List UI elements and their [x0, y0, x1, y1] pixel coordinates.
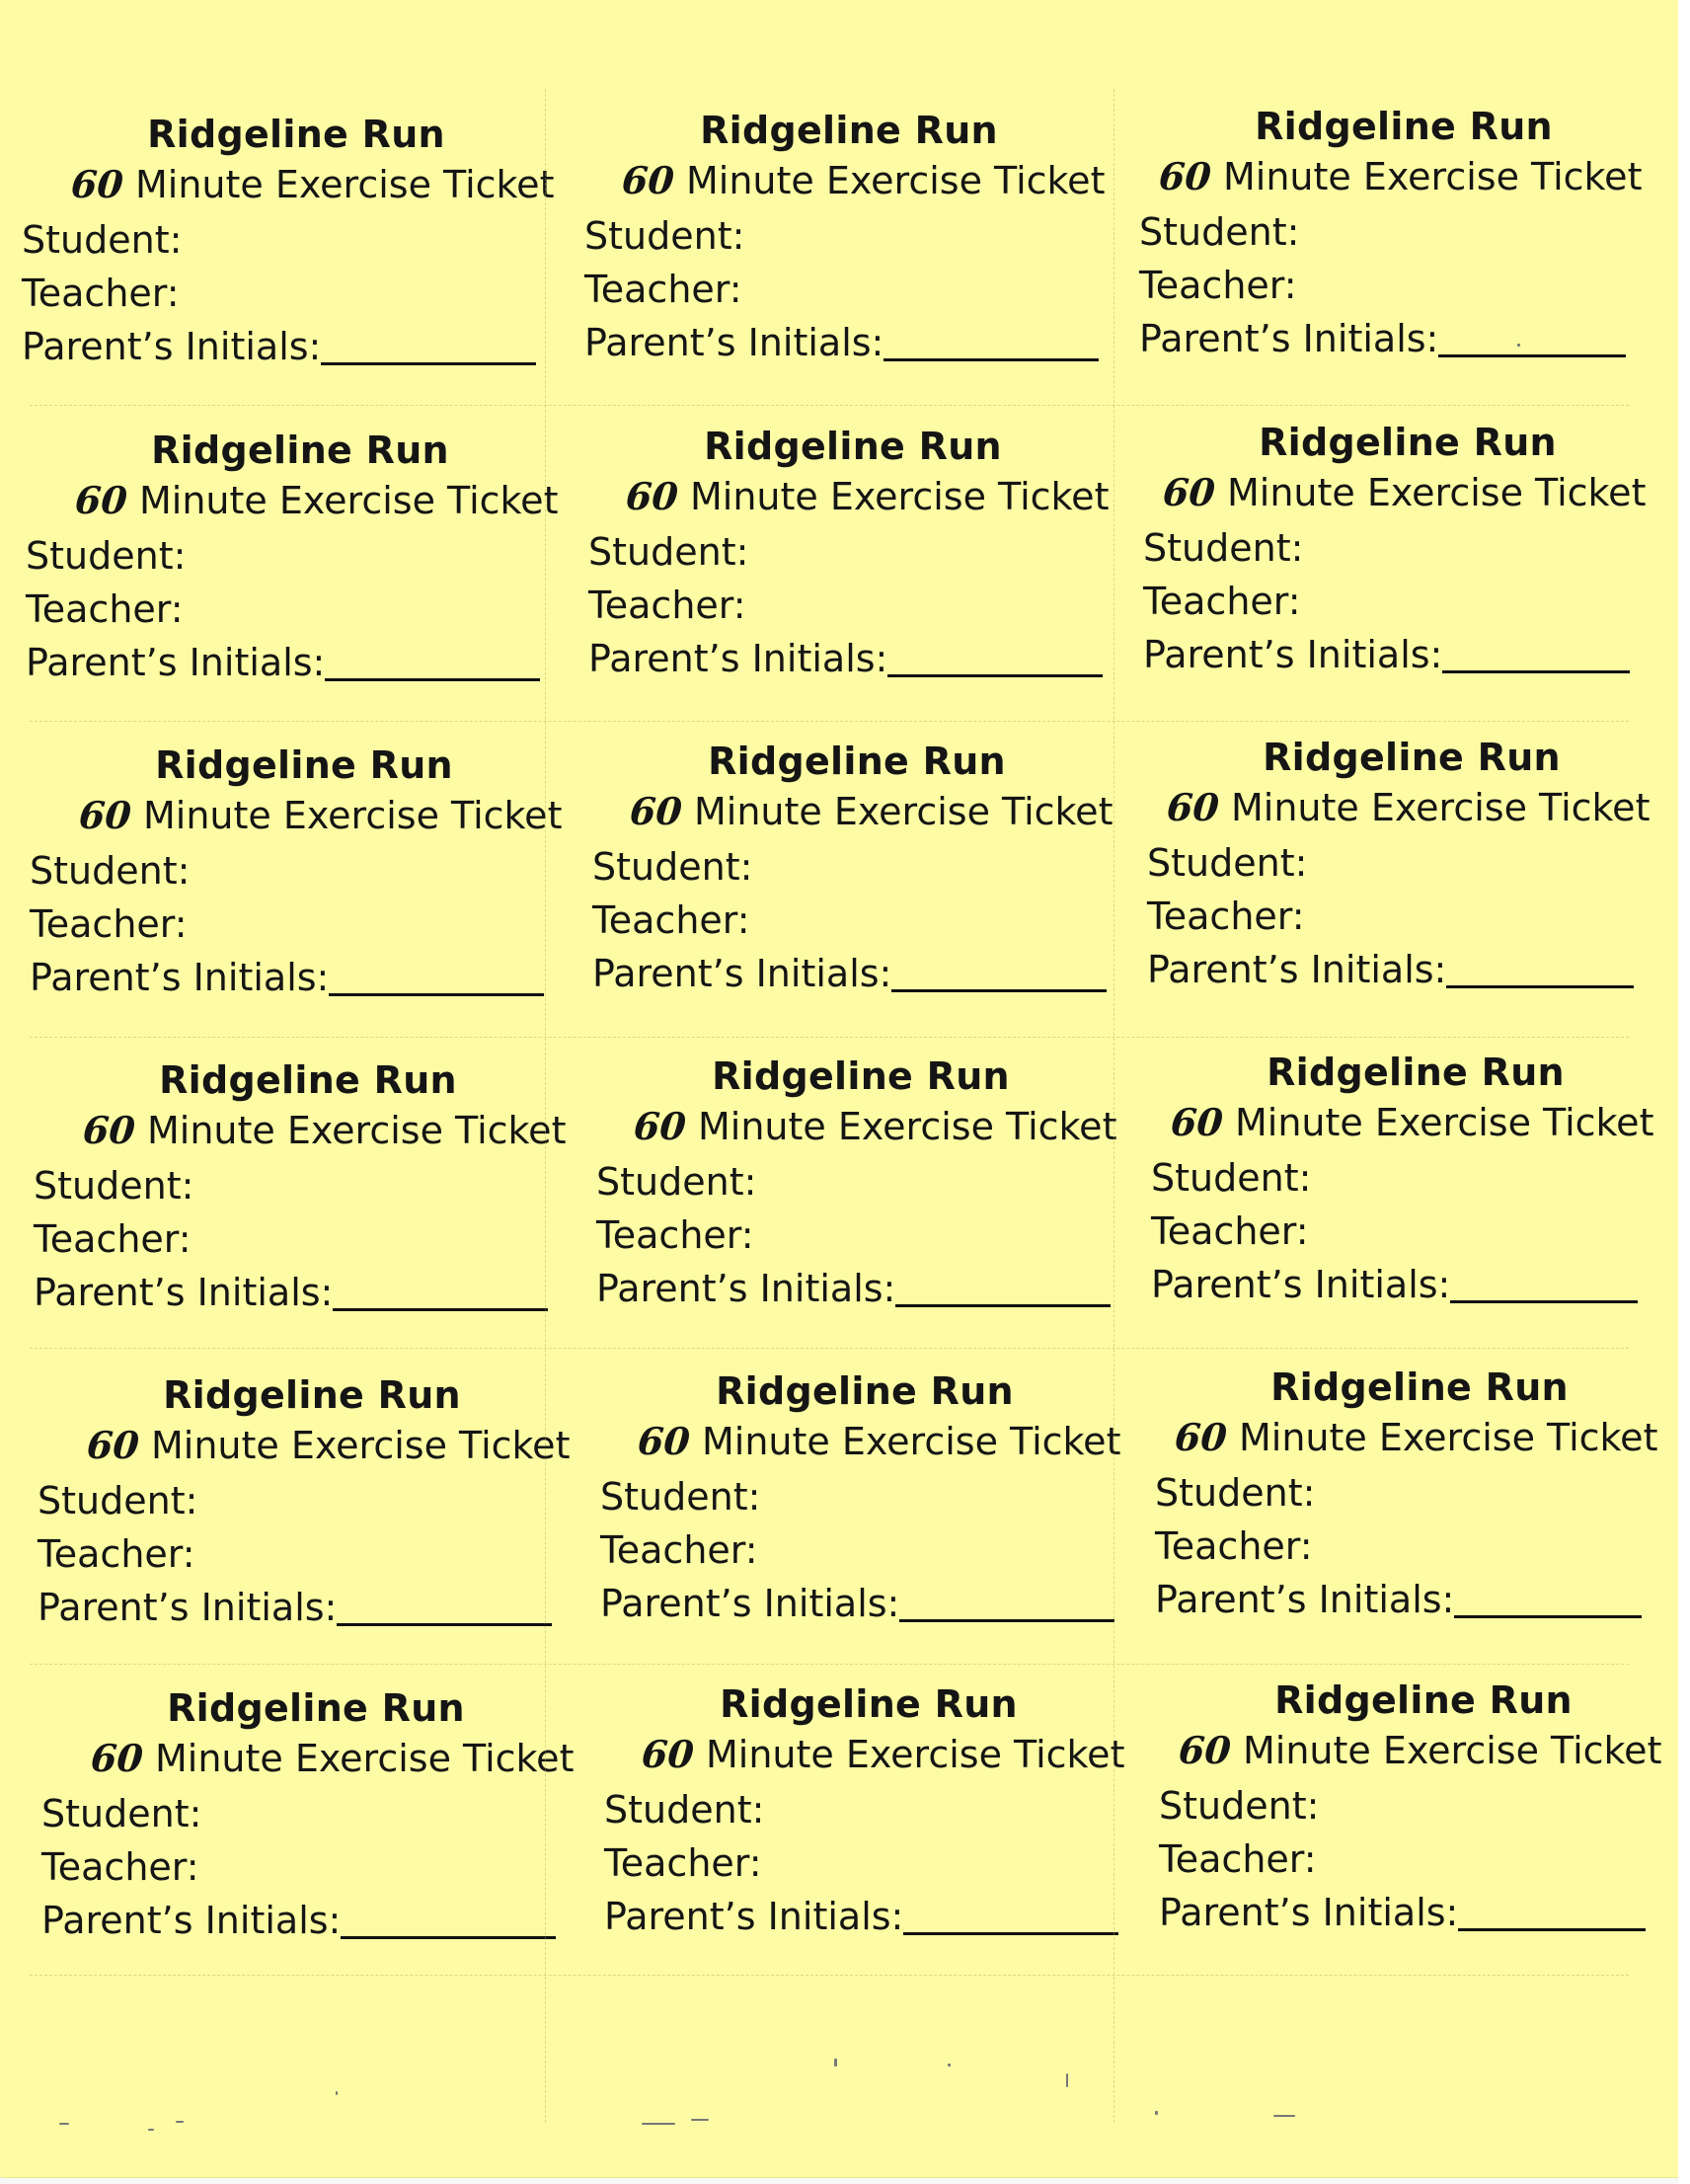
subtitle-text: Minute Exercise Ticket: [122, 163, 555, 206]
ticket-title: Ridgeline Run: [1270, 1365, 1569, 1409]
initials-blank-line[interactable]: [1450, 1300, 1638, 1303]
subtitle-text: Minute Exercise Ticket: [1218, 786, 1651, 829]
student-label: Student:: [41, 1792, 202, 1835]
scan-speck: [691, 2119, 709, 2121]
parent-initials-row: [596, 1267, 1111, 1310]
perforation-line: [30, 1975, 1629, 1976]
parent-initials-row: [588, 637, 1103, 680]
scan-speck: [834, 2059, 837, 2067]
parent-initials-label: Parent’s Initials:: [588, 637, 888, 680]
initials-blank-line[interactable]: [333, 1308, 548, 1311]
exercise-ticket: [602, 1680, 1135, 1977]
ticket-subtitle: [1165, 785, 1651, 829]
student-label: Student:: [26, 534, 187, 578]
ticket-title: Ridgeline Run: [716, 1369, 1014, 1413]
ticket-title: Ridgeline Run: [1255, 105, 1553, 148]
ticket-subtitle: [81, 1108, 567, 1152]
initials-blank-line[interactable]: [325, 678, 540, 681]
subtitle-text: Minute Exercise Ticket: [673, 159, 1106, 202]
student-label: Student:: [584, 214, 745, 258]
exercise-ticket: [30, 741, 571, 1038]
ticket-subtitle: [89, 1736, 575, 1780]
student-label: Student:: [38, 1479, 198, 1522]
exercise-ticket: [1149, 1049, 1682, 1345]
ticket-subtitle: [69, 162, 555, 206]
parent-initials-label: Parent’s Initials:: [1155, 1578, 1455, 1621]
initials-blank-line[interactable]: [1446, 985, 1634, 988]
exercise-ticket: [41, 1684, 582, 1981]
ticket-subtitle: [73, 478, 559, 522]
teacher-label: Teacher:: [1143, 580, 1301, 623]
initials-blank-line[interactable]: [903, 1932, 1118, 1935]
parent-initials-row: [1143, 633, 1630, 676]
parent-initials-row: [1151, 1263, 1638, 1306]
parent-initials-label: Parent’s Initials:: [41, 1899, 342, 1942]
parent-initials-row: [1159, 1891, 1646, 1934]
teacher-label: Teacher:: [596, 1213, 754, 1257]
parent-initials-label: Parent’s Initials:: [38, 1586, 338, 1629]
initials-blank-line[interactable]: [883, 358, 1099, 361]
handwritten-number: 60: [640, 1732, 696, 1776]
exercise-ticket: [34, 1056, 575, 1353]
parent-initials-row: [584, 321, 1099, 364]
student-label: Student:: [30, 849, 191, 893]
initials-blank-line[interactable]: [891, 989, 1107, 992]
parent-initials-label: Parent’s Initials:: [26, 641, 326, 684]
parent-initials-label: Parent’s Initials:: [34, 1271, 334, 1314]
handwritten-number: 60: [620, 158, 676, 202]
exercise-ticket: [1153, 1364, 1686, 1660]
teacher-label: Teacher:: [22, 272, 180, 315]
parent-initials-label: Parent’s Initials:: [1159, 1891, 1459, 1934]
ticket-subtitle: [85, 1423, 571, 1467]
perforation-line: [30, 721, 1629, 722]
ticket-subtitle: [1157, 154, 1643, 198]
parent-initials-row: [41, 1899, 556, 1942]
subtitle-text: Minute Exercise Ticket: [1226, 1416, 1658, 1459]
teacher-label: Teacher:: [1159, 1837, 1317, 1881]
scan-speck: [1066, 2073, 1068, 2087]
parent-initials-row: [600, 1582, 1114, 1625]
subtitle-text: Minute Exercise Ticket: [1222, 1101, 1654, 1144]
subtitle-text: Minute Exercise Ticket: [1210, 155, 1643, 198]
perforation-line: [30, 405, 1629, 406]
scan-speck: [148, 2129, 154, 2131]
subtitle-text: Minute Exercise Ticket: [681, 790, 1114, 833]
ticket-title: Ridgeline Run: [704, 425, 1002, 468]
parent-initials-row: [26, 641, 540, 684]
student-label: Student:: [596, 1160, 757, 1204]
ticket-subtitle: [77, 793, 563, 837]
student-label: Student:: [22, 218, 183, 262]
parent-initials-label: Parent’s Initials:: [604, 1895, 904, 1938]
ticket-title: Ridgeline Run: [151, 429, 449, 472]
exercise-ticket: [38, 1371, 578, 1668]
scan-speck: [336, 2091, 338, 2095]
perforation-line: [30, 1348, 1629, 1349]
ticket-subtitle: [636, 1419, 1121, 1463]
scan-speck: [642, 2123, 675, 2125]
parent-initials-label: Parent’s Initials:: [1143, 633, 1443, 676]
teacher-label: Teacher:: [584, 268, 742, 311]
scan-speck: [1273, 2115, 1295, 2117]
perforation-line: [30, 1037, 1629, 1038]
parent-initials-label: Parent’s Initials:: [1147, 948, 1447, 991]
student-label: Student:: [592, 845, 753, 889]
teacher-label: Teacher:: [1151, 1209, 1309, 1253]
student-label: Student:: [34, 1164, 194, 1208]
student-label: Student:: [604, 1788, 765, 1832]
handwritten-number: 60: [1161, 470, 1217, 514]
ticket-title: Ridgeline Run: [163, 1373, 461, 1417]
handwritten-number: 60: [636, 1419, 692, 1463]
student-label: Student:: [588, 530, 749, 574]
subtitle-text: Minute Exercise Ticket: [138, 1424, 571, 1467]
parent-initials-label: Parent’s Initials:: [600, 1582, 900, 1625]
initials-blank-line[interactable]: [1454, 1615, 1642, 1618]
parent-initials-row: [1139, 317, 1626, 360]
scan-speck: [176, 2121, 184, 2123]
ticket-title: Ridgeline Run: [147, 113, 445, 156]
handwritten-number: 60: [85, 1423, 141, 1467]
handwritten-number: 60: [73, 478, 129, 522]
parent-initials-label: Parent’s Initials:: [592, 952, 892, 995]
handwritten-number: 60: [81, 1108, 137, 1152]
parent-initials-label: Parent’s Initials:: [1139, 317, 1439, 360]
exercise-ticket: [582, 107, 1115, 403]
parent-initials-row: [1147, 948, 1634, 991]
ticket-title: Ridgeline Run: [1259, 421, 1557, 464]
parent-initials-row: [592, 952, 1107, 995]
teacher-label: Teacher:: [34, 1217, 192, 1261]
parent-initials-row: [1155, 1578, 1642, 1621]
teacher-label: Teacher:: [26, 587, 184, 631]
teacher-label: Teacher:: [1155, 1524, 1313, 1568]
ticket-title: Ridgeline Run: [700, 109, 998, 152]
student-label: Student:: [1143, 526, 1304, 570]
subtitle-text: Minute Exercise Ticket: [685, 1105, 1117, 1148]
ticket-title: Ridgeline Run: [712, 1054, 1010, 1098]
ticket-subtitle: [624, 474, 1110, 518]
exercise-ticket: [594, 1053, 1127, 1349]
handwritten-number: 60: [1169, 1100, 1225, 1144]
ticket-title: Ridgeline Run: [708, 740, 1006, 783]
parent-initials-label: Parent’s Initials:: [22, 325, 322, 368]
exercise-ticket: [598, 1367, 1131, 1664]
initials-blank-line[interactable]: [1438, 354, 1626, 357]
initials-blank-line[interactable]: [1442, 670, 1630, 673]
student-label: Student:: [1139, 210, 1300, 254]
handwritten-number: 60: [69, 162, 125, 206]
subtitle-text: Minute Exercise Ticket: [126, 479, 559, 522]
ticket-subtitle: [628, 789, 1114, 833]
handwritten-number: 60: [89, 1736, 145, 1780]
parent-initials-row: [38, 1586, 552, 1629]
parent-initials-row: [604, 1895, 1118, 1938]
exercise-ticket: [586, 423, 1119, 719]
exercise-ticket: [590, 738, 1123, 1034]
ticket-title: Ridgeline Run: [1267, 1051, 1565, 1094]
teacher-label: Teacher:: [30, 902, 188, 946]
initials-blank-line[interactable]: [899, 1619, 1114, 1622]
exercise-ticket: [26, 427, 567, 723]
student-label: Student:: [1151, 1156, 1312, 1200]
ticket-subtitle: [1177, 1728, 1662, 1772]
initials-blank-line[interactable]: [329, 993, 544, 996]
scan-speck: [948, 2064, 951, 2067]
subtitle-text: Minute Exercise Ticket: [693, 1733, 1125, 1776]
teacher-label: Teacher:: [592, 898, 750, 942]
ticket-title: Ridgeline Run: [155, 743, 453, 787]
scan-speck: [1517, 344, 1520, 347]
student-label: Student:: [600, 1475, 761, 1519]
handwritten-number: 60: [77, 793, 133, 837]
parent-initials-label: Parent’s Initials:: [584, 321, 884, 364]
subtitle-text: Minute Exercise Ticket: [1230, 1729, 1662, 1772]
parent-initials-label: Parent’s Initials:: [30, 956, 330, 999]
exercise-ticket: [1137, 103, 1670, 399]
parent-initials-row: [34, 1271, 548, 1314]
ticket-subtitle: [1161, 470, 1647, 514]
scan-speck: [1155, 2111, 1158, 2115]
student-label: Student:: [1159, 1784, 1320, 1828]
handwritten-number: 60: [1157, 154, 1213, 198]
scan-speck: [59, 2123, 69, 2125]
ticket-subtitle: [640, 1732, 1125, 1776]
handwritten-number: 60: [624, 474, 680, 518]
ticket-subtitle: [620, 158, 1106, 202]
exercise-ticket: [1145, 734, 1678, 1030]
perforation-line: [30, 1664, 1629, 1665]
handwritten-number: 60: [1173, 1415, 1229, 1459]
subtitle-text: Minute Exercise Ticket: [134, 1109, 567, 1152]
ticket-title: Ridgeline Run: [1274, 1678, 1573, 1722]
parent-initials-row: [30, 956, 544, 999]
ticket-subtitle: [1169, 1100, 1654, 1144]
subtitle-text: Minute Exercise Ticket: [677, 475, 1110, 518]
parent-initials-row: [22, 325, 536, 368]
subtitle-text: Minute Exercise Ticket: [142, 1737, 575, 1780]
ticket-title: Ridgeline Run: [167, 1686, 465, 1730]
student-label: Student:: [1147, 841, 1308, 885]
ticket-title: Ridgeline Run: [159, 1058, 457, 1102]
initials-blank-line[interactable]: [337, 1623, 552, 1626]
initials-blank-line[interactable]: [321, 362, 536, 365]
perforation-line: [545, 89, 546, 2123]
handwritten-number: 60: [1165, 785, 1221, 829]
teacher-label: Teacher:: [41, 1845, 199, 1889]
initials-blank-line[interactable]: [887, 674, 1103, 677]
ticket-subtitle: [632, 1104, 1117, 1148]
teacher-label: Teacher:: [1139, 264, 1297, 307]
initials-blank-line[interactable]: [1458, 1928, 1646, 1931]
ticket-title: Ridgeline Run: [1263, 736, 1561, 779]
subtitle-text: Minute Exercise Ticket: [1214, 471, 1647, 514]
teacher-label: Teacher:: [38, 1532, 195, 1576]
handwritten-number: 60: [632, 1104, 688, 1148]
exercise-ticket: [1141, 419, 1674, 715]
student-label: Student:: [1155, 1471, 1316, 1515]
teacher-label: Teacher:: [604, 1841, 762, 1885]
parent-initials-label: Parent’s Initials:: [1151, 1263, 1451, 1306]
handwritten-number: 60: [1177, 1728, 1233, 1772]
teacher-label: Teacher:: [588, 584, 746, 627]
subtitle-text: Minute Exercise Ticket: [689, 1420, 1121, 1463]
teacher-label: Teacher:: [1147, 895, 1305, 938]
initials-blank-line[interactable]: [341, 1936, 556, 1939]
teacher-label: Teacher:: [600, 1528, 758, 1572]
ticket-title: Ridgeline Run: [720, 1682, 1018, 1726]
parent-initials-label: Parent’s Initials:: [596, 1267, 896, 1310]
exercise-ticket: [22, 111, 563, 407]
exercise-ticket: [1157, 1677, 1690, 1973]
subtitle-text: Minute Exercise Ticket: [130, 794, 563, 837]
initials-blank-line[interactable]: [895, 1304, 1111, 1307]
ticket-subtitle: [1173, 1415, 1658, 1459]
handwritten-number: 60: [628, 789, 684, 833]
